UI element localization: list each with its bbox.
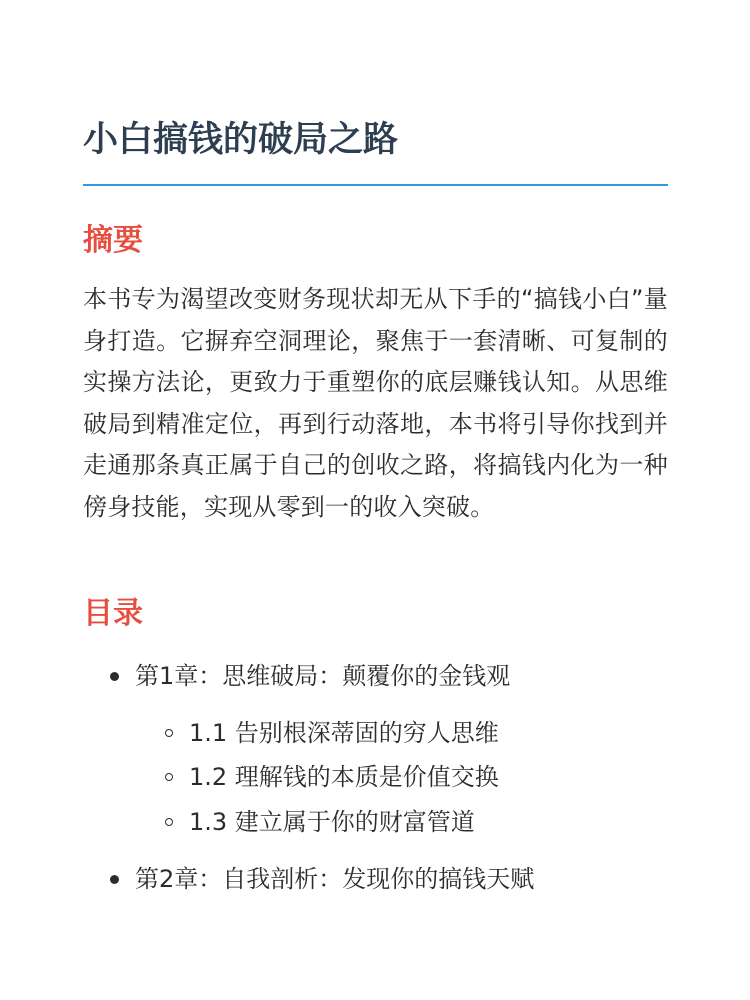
- bullet-disc-icon: [110, 672, 119, 681]
- bullet-circle-icon: [165, 818, 173, 826]
- toc-section-1-2[interactable]: [189, 760, 499, 794]
- toc-section-1-1[interactable]: [189, 716, 499, 750]
- bullet-circle-icon: [165, 773, 173, 781]
- title-divider: [83, 184, 668, 186]
- abstract-heading: 摘要: [83, 223, 143, 258]
- toc-section-1-3[interactable]: [189, 805, 475, 839]
- toc-chapter-label: 第1章：思维破局：颠覆你的金钱观: [135, 662, 511, 690]
- bullet-disc-icon: [110, 875, 119, 884]
- toc-section-label: 1.2 理解钱的本质是价值交换: [189, 763, 499, 791]
- toc-section-label: 1.3 建立属于你的财富管道: [189, 808, 475, 836]
- toc-chapter-2[interactable]: [135, 862, 534, 896]
- toc-chapter-1[interactable]: [135, 659, 510, 693]
- page-title: 小白搞钱的破局之路: [83, 120, 399, 160]
- toc-heading: 目录: [83, 596, 143, 631]
- bullet-circle-icon: [165, 729, 173, 737]
- abstract-text: 本书专为渴望改变财务现状却无从下手的“搞钱小白”量身打造。它摒弃空洞理论，聚焦于一套清晰、可复制的实操方法论，更致力于重塑你的底层赚钱认知。从思维破局到精准定位，再到行动落地，本书将引导你找到并走通那条真正属于自己的创收之路，将搞钱内化为一种傍身技能，实现从零到一的收入突破。: [83, 285, 668, 521]
- toc-section-label: 1.1 告别根深蒂固的穷人思维: [189, 719, 499, 747]
- toc-chapter-label: 第2章：自我剖析：发现你的搞钱天赋: [135, 865, 535, 893]
